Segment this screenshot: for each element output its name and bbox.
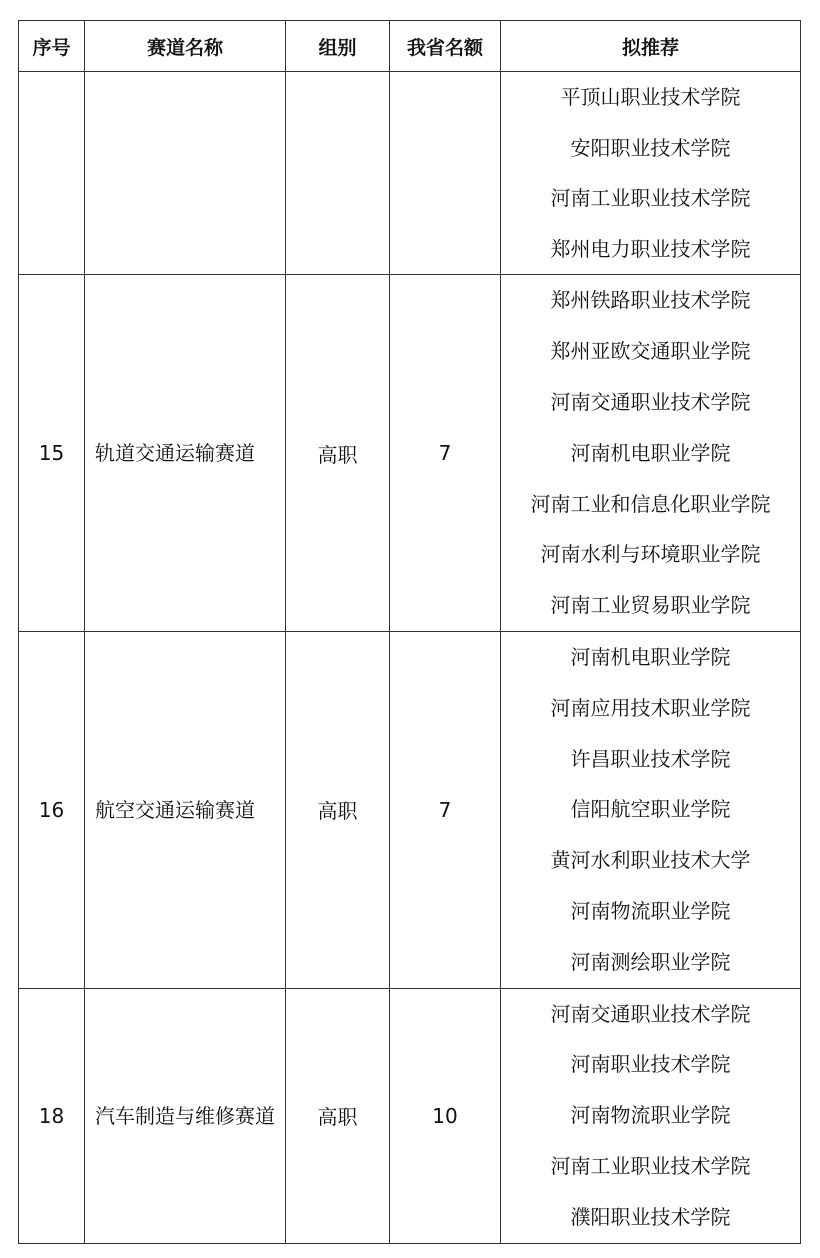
track-cell <box>85 72 286 275</box>
seq-cell <box>19 72 85 275</box>
school-item: 河南应用技术职业学院 <box>550 695 751 720</box>
school-item: 黄河水利职业技术大学 <box>550 848 751 873</box>
recommendation-table <box>18 20 801 1244</box>
track-cell: 航空交通运输赛道 <box>85 631 286 988</box>
seq-cell: 15 <box>19 275 85 632</box>
track-cell: 汽车制造与维修赛道 <box>85 988 286 1243</box>
group-cell: 高职 <box>286 631 390 988</box>
quota-cell <box>390 72 501 275</box>
schools-cell <box>501 988 801 1243</box>
school-item: 河南物流职业学院 <box>570 898 731 923</box>
school-item: 信阳航空职业学院 <box>570 797 731 822</box>
school-item: 河南交通职业技术学院 <box>550 389 751 414</box>
school-item: 郑州铁路职业技术学院 <box>550 288 751 313</box>
school-item: 河南水利与环境职业学院 <box>540 542 761 567</box>
school-item: 郑州亚欧交通职业学院 <box>550 339 751 364</box>
school-item: 郑州电力职业技术学院 <box>550 236 751 261</box>
group-cell <box>286 72 390 275</box>
quota-cell: 7 <box>390 631 501 988</box>
table-row <box>19 988 801 1243</box>
schools-cell <box>501 631 801 988</box>
seq-cell: 16 <box>19 631 85 988</box>
header-seq: 序号 <box>19 21 85 72</box>
school-item: 安阳职业技术学院 <box>570 135 731 160</box>
track-cell: 轨道交通运输赛道 <box>85 275 286 632</box>
header-group: 组别 <box>286 21 390 72</box>
school-item: 河南测绘职业学院 <box>570 949 731 974</box>
school-item: 河南物流职业学院 <box>570 1103 731 1128</box>
table-row <box>19 275 801 632</box>
header-quota: 我省名额 <box>390 21 501 72</box>
school-item: 河南交通职业技术学院 <box>550 1001 751 1026</box>
school-item: 河南工业职业技术学院 <box>550 186 751 211</box>
school-item: 河南职业技术学院 <box>570 1052 731 1077</box>
schools-cell <box>501 72 801 275</box>
school-item: 河南机电职业学院 <box>570 440 731 465</box>
header-row <box>19 21 801 72</box>
header-recommend: 拟推荐 <box>501 21 801 72</box>
school-item: 河南工业职业技术学院 <box>550 1153 751 1178</box>
quota-cell: 7 <box>390 275 501 632</box>
table-row <box>19 72 801 275</box>
group-cell: 高职 <box>286 275 390 632</box>
school-item: 濮阳职业技术学院 <box>570 1204 731 1229</box>
school-item: 河南机电职业学院 <box>570 644 731 669</box>
table-row <box>19 631 801 988</box>
school-item: 平顶山职业技术学院 <box>560 85 741 109</box>
school-item: 许昌职业技术学院 <box>570 746 731 771</box>
school-item: 河南工业贸易职业学院 <box>550 593 751 618</box>
school-item: 河南工业和信息化职业学院 <box>530 491 771 516</box>
group-cell: 高职 <box>286 988 390 1243</box>
seq-cell: 18 <box>19 988 85 1243</box>
schools-cell <box>501 275 801 632</box>
header-track: 赛道名称 <box>85 21 286 72</box>
quota-cell: 10 <box>390 988 501 1243</box>
